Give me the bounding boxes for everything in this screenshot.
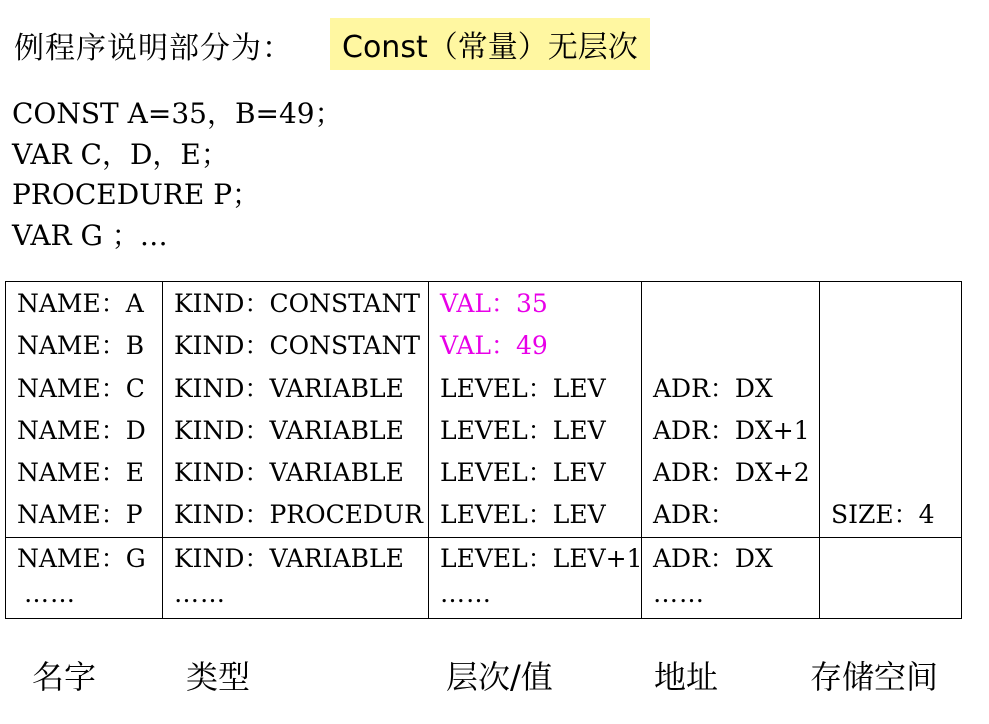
name-cell: NAME：C bbox=[17, 373, 145, 403]
code-line: VAR C，D，E； bbox=[12, 137, 229, 171]
footer-name-label: 名字 bbox=[32, 658, 97, 696]
title-highlight: Const（常量）无层次 bbox=[330, 18, 650, 70]
addr-cell: ADR：DX+2 bbox=[653, 458, 810, 488]
size-cell: SIZE：4 bbox=[831, 500, 935, 530]
code-line: CONST A=35，B=49； bbox=[12, 97, 343, 130]
name-cell: NAME：P bbox=[17, 500, 143, 530]
level-cell: LEVEL：LEV bbox=[440, 373, 606, 403]
level-cell: LEVEL：LEV bbox=[440, 500, 606, 530]
level-column bbox=[429, 282, 642, 538]
name-cell: NAME：G bbox=[17, 543, 146, 573]
level-cell: LEVEL：LEV bbox=[440, 415, 606, 445]
addr-column bbox=[642, 537, 820, 618]
level-cell: LEVEL：LEV+1 bbox=[440, 543, 643, 573]
size-column bbox=[820, 537, 962, 618]
kind-cell: KIND：CONSTANT bbox=[174, 331, 421, 361]
footer-storage-label: 存储空间 bbox=[810, 658, 939, 696]
level-cell: LEVEL：LEV bbox=[440, 458, 606, 488]
kind-column bbox=[163, 282, 429, 538]
name-cell: NAME：B bbox=[17, 331, 145, 361]
value-cell: VAL：49 bbox=[440, 331, 548, 361]
addr-cell bbox=[642, 325, 819, 367]
addr-cell: ADR：DX bbox=[653, 373, 773, 403]
title-row bbox=[14, 20, 293, 70]
size-column bbox=[820, 282, 962, 538]
kind-cell: KIND：VARIABLE bbox=[174, 543, 404, 573]
addr-cell bbox=[642, 283, 819, 325]
code-block bbox=[12, 94, 343, 256]
table-row-upper bbox=[6, 282, 962, 538]
kind-cell: KIND：VARIABLE bbox=[174, 458, 404, 488]
addr-cell: ADR： bbox=[653, 500, 735, 530]
ellipsis: …… bbox=[440, 579, 492, 609]
name-cell: NAME：E bbox=[17, 458, 145, 488]
symbol-table bbox=[5, 281, 962, 619]
name-column bbox=[6, 282, 163, 538]
table-row-lower bbox=[6, 537, 962, 618]
footer-level-label: 层次/值 bbox=[446, 658, 553, 696]
name-cell: NAME：A bbox=[17, 289, 144, 318]
code-line: PROCEDURE P； bbox=[12, 178, 261, 211]
code-line: VAR G ；… bbox=[12, 218, 168, 252]
kind-column bbox=[163, 537, 429, 618]
addr-cell: ADR：DX bbox=[653, 543, 773, 573]
title-prefix: 例程序说明部分为： bbox=[14, 31, 293, 66]
name-cell: NAME：D bbox=[17, 415, 146, 445]
kind-cell: KIND：VARIABLE bbox=[174, 415, 404, 445]
ellipsis: …… bbox=[174, 579, 226, 609]
kind-cell: KIND：CONSTANT bbox=[174, 289, 421, 318]
kind-cell: KIND：PROCEDUR bbox=[174, 500, 423, 530]
ellipsis: …… bbox=[24, 579, 76, 609]
value-cell: VAL：35 bbox=[440, 289, 548, 318]
addr-column bbox=[642, 282, 820, 538]
addr-cell: ADR：DX+1 bbox=[653, 415, 810, 445]
kind-cell: KIND：VARIABLE bbox=[174, 373, 404, 403]
ellipsis: …… bbox=[653, 579, 705, 609]
footer-type-label: 类型 bbox=[186, 658, 251, 696]
level-column bbox=[429, 537, 642, 618]
name-column bbox=[6, 537, 163, 618]
footer-addr-label: 地址 bbox=[654, 658, 719, 696]
